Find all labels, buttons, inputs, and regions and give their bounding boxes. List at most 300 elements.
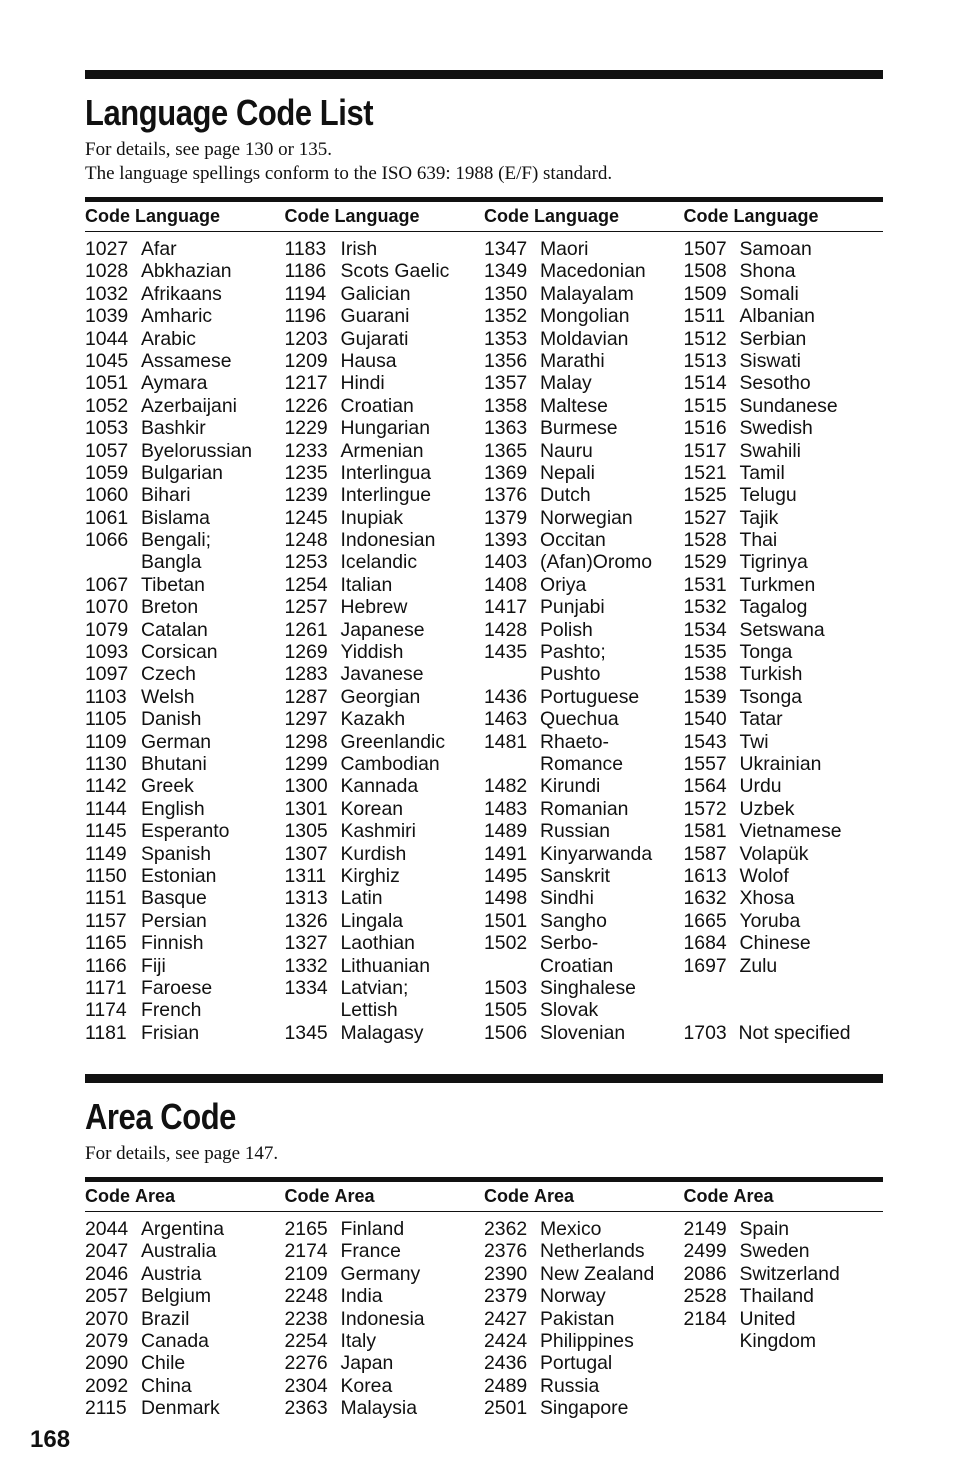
- code-cell: 2057: [85, 1285, 129, 1308]
- code-cell: 2528: [683, 1285, 727, 1308]
- code-cell: 1350: [484, 282, 528, 305]
- code-cell: 1408: [484, 573, 528, 596]
- language-row: [285, 574, 485, 596]
- language-row: [85, 999, 285, 1021]
- language-row: [484, 955, 684, 977]
- code-cell: 1053: [85, 417, 129, 440]
- code-cell: 1045: [85, 349, 129, 372]
- name-cell: Bulgarian: [141, 461, 223, 484]
- area-row: [484, 1285, 684, 1307]
- name-cell: Korea: [340, 1374, 393, 1397]
- language-row: [85, 350, 285, 372]
- code-cell: 1534: [683, 618, 727, 641]
- name-cell: Albanian: [739, 305, 815, 328]
- name-cell: Dutch: [540, 484, 591, 507]
- name-cell: Greek: [141, 775, 194, 798]
- code-cell: 2390: [484, 1262, 528, 1285]
- header-cell: [85, 206, 285, 227]
- code-cell: 2501: [484, 1397, 528, 1420]
- language-row: [684, 238, 884, 260]
- code-cell: 1684: [683, 932, 727, 955]
- name-cell: Hindi: [340, 372, 385, 395]
- name-cell: Corsican: [141, 641, 218, 664]
- language-row: [85, 686, 285, 708]
- name-cell: Afrikaans: [141, 282, 222, 305]
- name-cell: Azerbaijani: [141, 394, 237, 417]
- code-cell: 1428: [484, 618, 528, 641]
- header-code: Code: [683, 1186, 729, 1206]
- header-code: Code: [284, 1186, 330, 1206]
- name-cell: Finnish: [141, 932, 204, 955]
- language-row: [684, 798, 884, 820]
- name-cell: Afar: [141, 238, 177, 260]
- language-row: [684, 686, 884, 708]
- language-row: [684, 708, 884, 730]
- name-cell: Portuguese: [540, 685, 640, 708]
- name-cell: Setswana: [739, 618, 825, 641]
- name-cell: Finland: [340, 1218, 405, 1240]
- code-cell: 1514: [683, 372, 727, 395]
- name-cell: Mongolian: [540, 305, 630, 328]
- code-cell: 1506: [484, 1021, 528, 1044]
- language-code-section: [85, 70, 883, 1044]
- code-cell: 1505: [484, 999, 528, 1022]
- language-row: [85, 440, 285, 462]
- header-code: Code: [484, 206, 529, 226]
- header-cell: [484, 1186, 684, 1207]
- code-cell: 2436: [484, 1352, 528, 1375]
- language-row: [85, 507, 285, 529]
- language-row: [85, 529, 285, 551]
- language-row: [285, 462, 485, 484]
- name-cell: Japanese: [340, 618, 425, 641]
- language-row: [484, 977, 684, 999]
- name-cell: Catalan: [141, 618, 208, 641]
- language-table-body: [85, 238, 883, 1044]
- code-cell: 1517: [683, 439, 727, 462]
- code-cell: 2363: [284, 1397, 328, 1420]
- code-cell: 1245: [284, 506, 328, 529]
- area-row: [285, 1285, 485, 1307]
- header-code: Code: [683, 206, 729, 226]
- language-row: [85, 887, 285, 909]
- name-cell: Austria: [141, 1262, 202, 1285]
- name-cell: Siswati: [739, 349, 801, 372]
- header-language: Language: [733, 206, 819, 226]
- name-cell: Polish: [540, 618, 593, 641]
- code-cell: 2115: [85, 1397, 127, 1420]
- name-cell: Denmark: [141, 1397, 220, 1420]
- area-row: [484, 1375, 684, 1397]
- area-section-title: Area Code: [85, 1096, 236, 1137]
- header-cell: [85, 1186, 285, 1207]
- header-code: Code: [85, 1186, 130, 1206]
- code-cell: 1067: [85, 573, 129, 596]
- name-cell: Croatian: [540, 954, 614, 977]
- name-cell: Kannada: [340, 775, 419, 798]
- language-row: [484, 910, 684, 932]
- code-cell: 1028: [85, 260, 129, 283]
- language-column: [285, 238, 485, 1044]
- name-cell: Turkmen: [739, 573, 816, 596]
- name-cell: Brazil: [141, 1307, 190, 1330]
- code-cell: 1436: [484, 685, 528, 708]
- name-cell: Latvian;: [340, 976, 409, 999]
- area-row: [85, 1375, 285, 1397]
- language-row: [684, 372, 884, 394]
- code-cell: 1142: [85, 775, 127, 798]
- language-row: [684, 619, 884, 641]
- name-cell: Moldavian: [540, 327, 629, 350]
- code-cell: 2184: [683, 1307, 727, 1330]
- code-cell: 1508: [683, 260, 727, 283]
- language-row: [484, 305, 684, 327]
- language-row: [484, 641, 684, 663]
- language-row: [484, 395, 684, 417]
- code-cell: 1217: [284, 372, 328, 395]
- name-cell: Russia: [540, 1374, 600, 1397]
- code-cell: [285, 999, 341, 1021]
- code-cell: 1233: [284, 439, 328, 462]
- name-cell: Romance: [540, 752, 623, 775]
- language-row: [85, 260, 285, 282]
- name-cell: Pashto;: [540, 641, 606, 664]
- code-cell: 1174: [85, 999, 127, 1022]
- name-cell: (Afan)Oromo: [540, 551, 653, 574]
- code-cell: 2070: [85, 1307, 129, 1330]
- name-cell: Portugal: [540, 1352, 613, 1375]
- header-language: Language: [334, 206, 420, 226]
- language-row: [684, 1022, 884, 1044]
- area-row: [285, 1308, 485, 1330]
- code-cell: 1079: [85, 618, 129, 641]
- code-cell: 1358: [484, 394, 528, 417]
- code-cell: 1527: [683, 506, 727, 529]
- language-row: [684, 305, 884, 327]
- name-cell: Georgian: [340, 685, 421, 708]
- name-cell: Tonga: [739, 641, 793, 664]
- name-cell: Rhaeto-: [540, 730, 609, 753]
- area-row: [85, 1263, 285, 1285]
- code-cell: 1093: [85, 641, 129, 664]
- name-cell: Gujarati: [340, 327, 409, 350]
- code-cell: 1032: [85, 282, 129, 305]
- area-row: [484, 1330, 684, 1352]
- name-cell: Esperanto: [141, 820, 230, 843]
- code-cell: 1103: [85, 685, 127, 708]
- name-cell: Kurdish: [340, 842, 407, 865]
- language-row: [85, 395, 285, 417]
- code-cell: 1305: [284, 820, 328, 843]
- name-cell: Telugu: [739, 484, 797, 507]
- name-cell: Russian: [540, 820, 611, 843]
- code-cell: 1501: [484, 909, 528, 932]
- code-cell: 2092: [85, 1374, 129, 1397]
- area-row: [285, 1240, 485, 1262]
- language-row: [85, 574, 285, 596]
- code-cell: [684, 977, 740, 999]
- code-cell: 1239: [284, 484, 328, 507]
- header-cell: [484, 206, 684, 227]
- code-cell: 2174: [284, 1240, 328, 1263]
- name-cell: Nepali: [540, 461, 595, 484]
- language-row: [85, 596, 285, 618]
- code-cell: 1481: [484, 730, 528, 753]
- code-cell: 1357: [484, 372, 528, 395]
- area-row: [85, 1397, 285, 1419]
- language-column: [684, 238, 884, 1044]
- language-row: [684, 843, 884, 865]
- code-cell: 2276: [284, 1352, 328, 1375]
- code-cell: 1540: [683, 708, 727, 731]
- header-cell: [285, 206, 485, 227]
- name-cell: Tagalog: [739, 596, 808, 619]
- name-cell: Persian: [141, 909, 207, 932]
- area-column: [85, 1218, 285, 1420]
- name-cell: Lingala: [340, 909, 404, 932]
- name-cell: Oriya: [540, 573, 587, 596]
- language-row: [85, 641, 285, 663]
- language-row: [484, 440, 684, 462]
- code-cell: 2424: [484, 1329, 528, 1352]
- code-cell: 1417: [484, 596, 528, 619]
- language-row: [684, 395, 884, 417]
- name-cell: German: [141, 730, 212, 753]
- language-row: [285, 865, 485, 887]
- name-cell: Arabic: [141, 327, 196, 350]
- code-cell: 1516: [683, 417, 727, 440]
- code-cell: 1229: [284, 417, 328, 440]
- name-cell: Interlingue: [340, 484, 432, 507]
- language-row: [285, 775, 485, 797]
- language-row: [484, 372, 684, 394]
- code-cell: 1528: [683, 529, 727, 552]
- code-cell: 1166: [85, 954, 127, 977]
- name-cell: Urdu: [739, 775, 782, 798]
- name-cell: Norway: [540, 1285, 606, 1308]
- language-row: [85, 619, 285, 641]
- language-row: [684, 977, 884, 999]
- code-cell: 1515: [683, 394, 727, 417]
- language-row: [484, 798, 684, 820]
- code-cell: 1130: [85, 752, 127, 775]
- language-row: [484, 686, 684, 708]
- name-cell: Latin: [340, 887, 383, 910]
- language-row: [484, 462, 684, 484]
- language-row: [484, 484, 684, 506]
- code-cell: 1269: [284, 641, 328, 664]
- area-column: [684, 1218, 884, 1420]
- area-row: [285, 1375, 485, 1397]
- language-row: [285, 260, 485, 282]
- language-column: [85, 238, 285, 1044]
- code-cell: 1489: [484, 820, 528, 843]
- code-cell: 1052: [85, 394, 129, 417]
- code-cell: 1572: [683, 797, 727, 820]
- code-cell: 1532: [683, 596, 727, 619]
- code-cell: 1435: [484, 641, 528, 664]
- name-cell: French: [141, 999, 202, 1022]
- name-cell: Korean: [340, 797, 404, 820]
- language-row: [684, 955, 884, 977]
- language-row: [85, 462, 285, 484]
- language-row: [85, 551, 285, 573]
- area-row: [285, 1218, 485, 1240]
- name-cell: Welsh: [141, 685, 195, 708]
- section-top-rule: [85, 70, 883, 79]
- code-cell: 1257: [284, 596, 328, 619]
- language-row: [285, 977, 485, 999]
- header-cell: [684, 206, 884, 227]
- code-cell: 1502: [484, 932, 528, 955]
- code-cell: 1196: [284, 305, 327, 328]
- name-cell: Romanian: [540, 797, 629, 820]
- name-cell: Bihari: [141, 484, 191, 507]
- code-cell: 1287: [284, 685, 328, 708]
- name-cell: Canada: [141, 1329, 209, 1352]
- code-cell: 1529: [683, 551, 727, 574]
- language-row: [285, 932, 485, 954]
- code-cell: 1525: [683, 484, 727, 507]
- language-intro-line-2: The language spellings conform to the ISO 639: 1988 (E/F) standard.: [85, 163, 613, 184]
- name-cell: Tigrinya: [739, 551, 808, 574]
- name-cell: Byelorussian: [141, 439, 253, 462]
- name-cell: Serbo-: [540, 932, 599, 955]
- language-row: [684, 328, 884, 350]
- name-cell: Spain: [739, 1218, 790, 1240]
- area-row: [684, 1308, 884, 1330]
- language-row: [285, 843, 485, 865]
- code-cell: 2376: [484, 1240, 528, 1263]
- name-cell: Bhutani: [141, 752, 207, 775]
- name-cell: Philippines: [540, 1329, 634, 1352]
- language-row: [85, 328, 285, 350]
- code-cell: [684, 1330, 740, 1352]
- code-cell: 1059: [85, 461, 129, 484]
- code-cell: 1332: [284, 954, 328, 977]
- code-cell: 1587: [683, 842, 727, 865]
- language-row: [85, 731, 285, 753]
- code-cell: 1557: [683, 752, 727, 775]
- name-cell: Kingdom: [739, 1329, 817, 1352]
- language-row: [85, 932, 285, 954]
- language-row: [684, 820, 884, 842]
- name-cell: Guarani: [340, 305, 410, 328]
- name-cell: Somali: [739, 282, 799, 305]
- area-code-section: [85, 1074, 883, 1420]
- code-cell: 2304: [284, 1374, 328, 1397]
- language-row: [285, 663, 485, 685]
- header-area: Area: [334, 1186, 375, 1206]
- name-cell: Maltese: [540, 394, 608, 417]
- language-row: [684, 596, 884, 618]
- code-cell: 1521: [683, 461, 727, 484]
- name-cell: Quechua: [540, 708, 619, 731]
- language-row: [684, 865, 884, 887]
- language-row: [684, 507, 884, 529]
- language-section-title: Language Code List: [85, 92, 374, 133]
- code-cell: 1165: [85, 932, 127, 955]
- code-cell: 1697: [683, 954, 727, 977]
- code-cell: 1051: [85, 372, 129, 395]
- language-row: [684, 775, 884, 797]
- name-cell: Turkish: [739, 663, 803, 686]
- code-cell: 1543: [683, 730, 727, 753]
- area-column: [484, 1218, 684, 1420]
- code-cell: 1507: [683, 238, 727, 260]
- language-row: [484, 350, 684, 372]
- code-cell: 1066: [85, 529, 129, 552]
- language-row: [285, 395, 485, 417]
- language-row: [484, 663, 684, 685]
- language-row: [684, 910, 884, 932]
- code-cell: 1060: [85, 484, 129, 507]
- name-cell: Shona: [739, 260, 796, 283]
- code-cell: 1539: [683, 685, 727, 708]
- language-row: [484, 328, 684, 350]
- name-cell: Macedonian: [540, 260, 646, 283]
- code-cell: 1109: [85, 730, 127, 753]
- code-cell: 1349: [484, 260, 528, 283]
- language-row: [85, 775, 285, 797]
- area-row: [285, 1397, 485, 1419]
- language-row: [484, 887, 684, 909]
- code-cell: 2165: [284, 1218, 328, 1240]
- name-cell: Swedish: [739, 417, 813, 440]
- name-cell: Zulu: [739, 954, 778, 977]
- language-row: [684, 999, 884, 1021]
- name-cell: Slovenian: [540, 1021, 626, 1044]
- name-cell: Twi: [739, 730, 769, 753]
- language-table-header: [85, 202, 883, 232]
- language-row: [85, 417, 285, 439]
- language-row: [85, 955, 285, 977]
- language-row: [285, 305, 485, 327]
- name-cell: Interlingua: [340, 461, 432, 484]
- language-row: [684, 663, 884, 685]
- name-cell: Hungarian: [340, 417, 430, 440]
- code-cell: 1203: [284, 327, 328, 350]
- code-cell: 2427: [484, 1307, 528, 1330]
- name-cell: Serbian: [739, 327, 807, 350]
- code-cell: 1105: [85, 708, 127, 731]
- language-row: [285, 238, 485, 260]
- code-cell: 2489: [484, 1374, 528, 1397]
- area-table-header: [85, 1182, 883, 1212]
- name-cell: Malaysia: [340, 1397, 418, 1420]
- language-row: [684, 529, 884, 551]
- name-cell: Occitan: [540, 529, 606, 552]
- language-row: [85, 820, 285, 842]
- language-row: [684, 932, 884, 954]
- language-row: [684, 753, 884, 775]
- name-cell: Australia: [141, 1240, 217, 1263]
- name-cell: Fiji: [141, 954, 166, 977]
- name-cell: Galician: [340, 282, 411, 305]
- area-row: [85, 1308, 285, 1330]
- code-cell: 1369: [484, 461, 528, 484]
- area-row: [85, 1285, 285, 1307]
- name-cell: Tamil: [739, 461, 785, 484]
- name-cell: Frisian: [141, 1021, 200, 1044]
- language-row: [85, 238, 285, 260]
- language-row: [285, 820, 485, 842]
- code-cell: 1498: [484, 887, 528, 910]
- code-cell: 1313: [284, 887, 328, 910]
- name-cell: Sweden: [739, 1240, 810, 1263]
- code-cell: 1149: [85, 842, 127, 865]
- code-cell: 2109: [284, 1262, 328, 1285]
